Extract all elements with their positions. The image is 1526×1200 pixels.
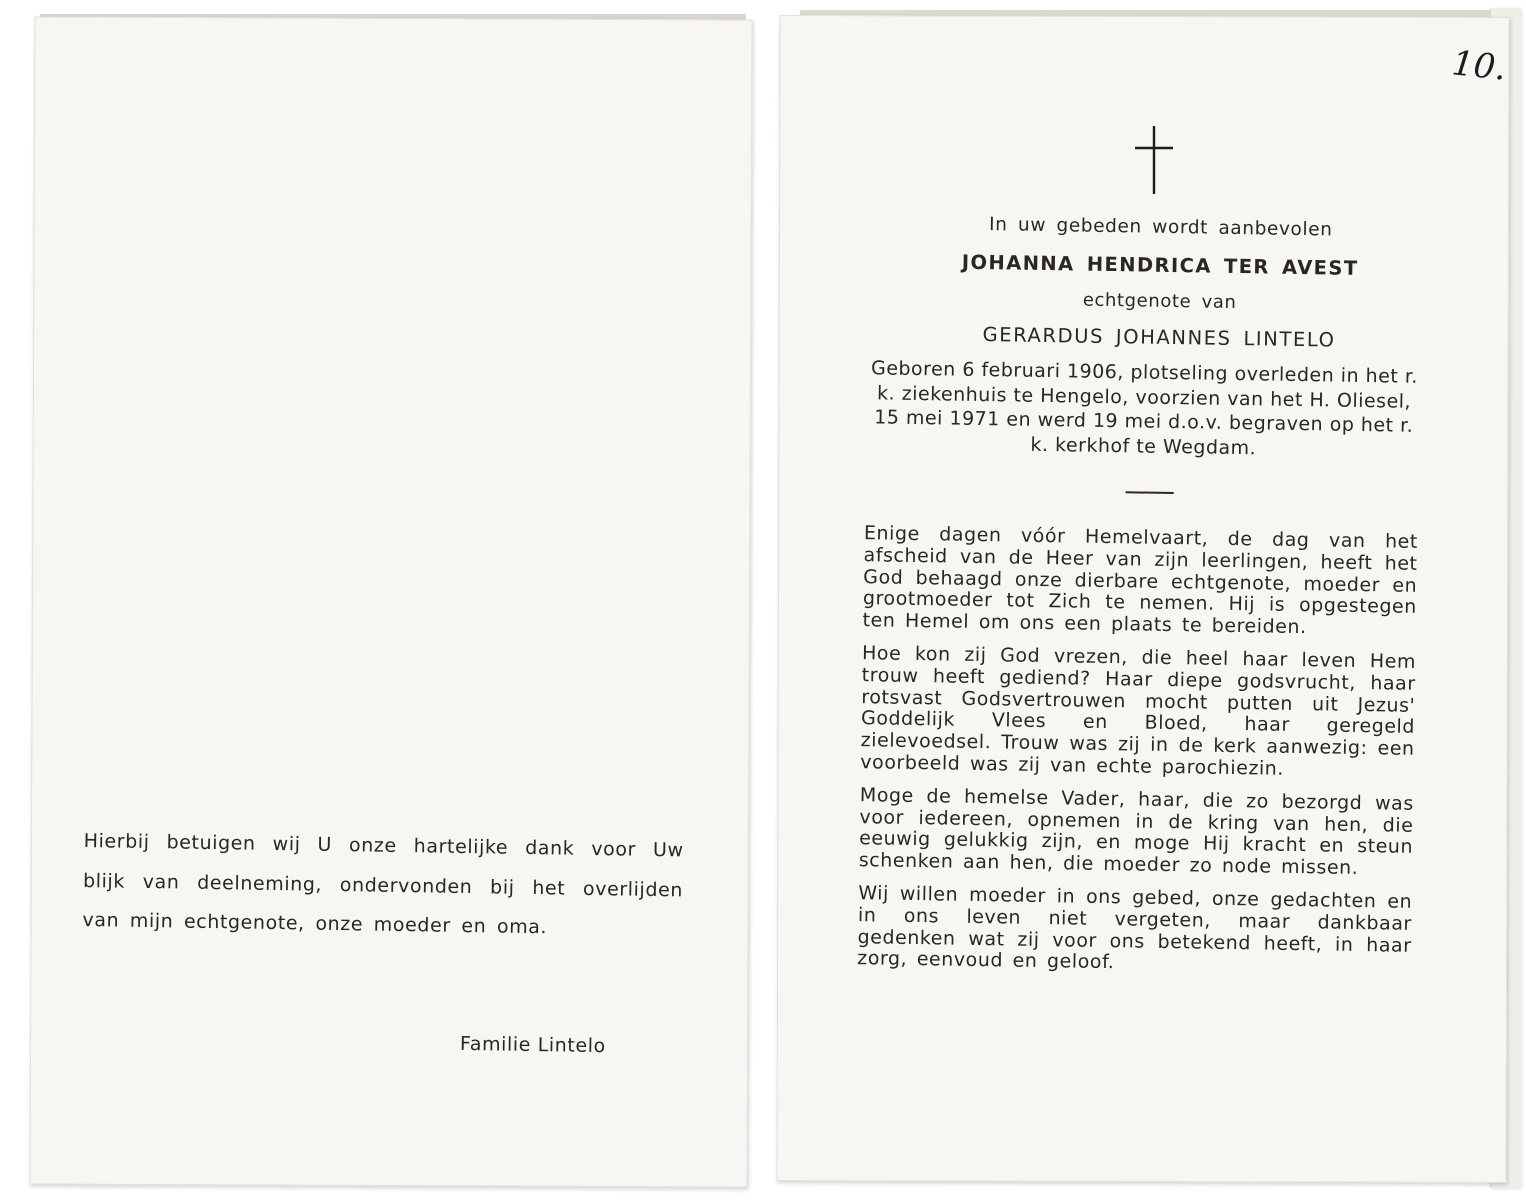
cross-icon (1132, 124, 1176, 196)
paragraph-4: Wij willen moeder in ons gebed, onze gedachten en in ons leven niet vergeten, maar dankbaar gedenken wat zij voor ons betekend heeft, in haar zorg, eenvoud en geloof. (857, 882, 1413, 974)
spouse-name: GERARDUS JOHANNES LINTELO (982, 323, 1336, 352)
left-card-back (29, 16, 752, 1187)
divider (1126, 491, 1174, 494)
intro-line: In uw gebeden wordt aanbevolen (988, 214, 1333, 241)
paragraph-3: Moge de hemelse Vader, haar, die zo bezorgd was voor iedereen, opnemen in de kring van hen, die eeuwig gelukkig zijn, en moge Hij kracht en steun schenken aan hen, die moeder zo node missen. (858, 783, 1414, 880)
signature: Familie Lintelo (459, 1032, 607, 1058)
spouse-label: echtgenote van (1082, 289, 1237, 314)
page-number: 10. (1450, 43, 1509, 89)
birth-death-details: Geboren 6 februari 1906, plotseling overleden in het r. k. ziekenhuis te Hengelo, voorzien van het H. Oliesel, 15 mei 1971 en werd 19 mei d.o.v. begraven op het r. k. kerkhof te Wegdam. (870, 357, 1419, 459)
deceased-name: JOHANNA HENDRICA TER AVEST (961, 250, 1359, 280)
thanks-text: Hierbij betuigen wij U onze hartelijke dank voor Uw blijk van deelneming, ondervonden bij het overlijden van mijn echtgenote, onze moeder en oma. (82, 829, 684, 939)
memorial-text (843, 212, 1445, 979)
paragraph-2: Hoe kon zij God vrezen, die heel haar leven Hem trouw heeft gediend? Haar diepe godsvrucht, haar rotsvast Godsvertrouwen mocht putten uit Jezus' Goddelijk Vlees en Bloed, haar geregeld zielevoedsel. Trouw was zij in de kerk aanwezig: een voorbeeld was zij van echte parochiezin. (860, 642, 1417, 780)
paragraph-1: Enige dagen vóór Hemelvaart, de dag van het afscheid van de Heer van zijn leerlingen, heeft het God behaagd onze dierbare echtgenote, moeder en grootmoeder tot Zich te nemen. Hij is opgestegen ten Hemel om ons een plaats te bereiden. (862, 522, 1419, 639)
